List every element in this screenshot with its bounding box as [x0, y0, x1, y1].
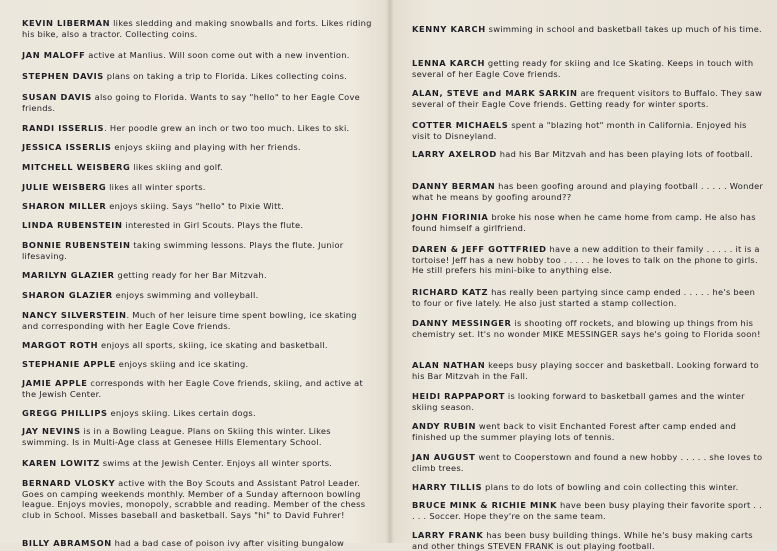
entry-name: LARRY FRANK [412, 530, 484, 541]
news-entry [412, 318, 764, 339]
news-entry [22, 478, 374, 520]
news-entry [22, 18, 374, 39]
entry-text: had his Bar Mitzvah and has been playing lots of football. [496, 149, 753, 160]
entry-name: COTTER MICHAELS [412, 120, 509, 131]
entry-text: enjoys skiing. Says "hello" to Pixie Witt. [106, 201, 284, 212]
news-entry [22, 426, 374, 447]
entry-text: . Her poodle grew an inch or two too much. Likes to ski. [104, 123, 350, 134]
entry-text: spent a "blazing hot" month in California. Enjoyed his visit to Disneyland. [412, 120, 747, 141]
entry-text: taking swimming lessons. Plays the flute. Junior lifesaving. [22, 240, 344, 261]
entry-name: BILLY ABRAMSON [22, 538, 112, 549]
entry-name: MITCHELL WEISBERG [22, 162, 131, 173]
news-entry [22, 240, 374, 261]
entry-name: STEPHEN DAVIS [22, 71, 104, 82]
news-entry [412, 24, 764, 35]
news-entry [22, 359, 374, 370]
news-entry [22, 123, 374, 134]
news-entry [22, 142, 374, 153]
entry-text: went to Cooperstown and found a new hobby . . . . . she loves to climb trees. [412, 452, 763, 473]
news-entry [22, 201, 374, 212]
entry-text: swims at the Jewish Center. Enjoys all winter sports. [99, 458, 333, 469]
entry-text: interested in Girl Scouts. Plays the flute. [122, 220, 304, 231]
entry-name: SUSAN DAVIS [22, 92, 92, 103]
entry-text: keeps busy playing soccer and basketball. Looking forward to his Bar Mitzvah in the Fall. [412, 360, 759, 381]
entry-text: corresponds with her Eagle Cove friends, skiing, and active at the Jewish Center. [22, 378, 363, 399]
entry-name: SHARON MILLER [22, 201, 107, 212]
news-entry [22, 340, 374, 351]
entry-name: JULIE WEISBERG [22, 182, 107, 193]
entry-text: enjoys all sports, skiing, ice skating and basketball. [98, 340, 328, 351]
entry-text: getting ready for skiing and Ice Skating. Keeps in touch with several of her Eagle Cove friends. [412, 58, 754, 79]
entry-name: LENNA KARCH [412, 58, 486, 69]
entry-text: . Much of her leisure time spent bowling, ice skating and corresponding with her Eagle Cove friends. [22, 310, 357, 331]
news-entry [412, 88, 764, 109]
entry-text: likes sledding and making snowballs and forts. Likes riding his bike, also a tractor. Collecting coins. [22, 18, 372, 39]
news-entry [412, 391, 764, 412]
entry-text: had a bad case of poison ivy after visiting bungalow [111, 538, 345, 549]
entry-text: has really been partying since camp ended . . . . . he's been to four or five lately. He also just started a stamp collection. [412, 287, 756, 308]
entry-text: is in a Bowling League. Plans on Skiing this winter. Likes swimming. Is in Multi-Age class at Genesee Hills Elementary School. [22, 426, 331, 447]
entry-text: have a new addition to their family . . . . . it is a tortoise! Jeff has a new hobby too . . . . . he loves to talk on the phone to girls. He still prefers his mini-bike to anything else. [412, 244, 760, 276]
entry-name: JAY NEVINS [22, 426, 81, 437]
entry-name: RICHARD KATZ [412, 287, 489, 298]
entry-name: ALAN NATHAN [412, 360, 486, 371]
news-entry [412, 482, 764, 493]
news-entry [412, 421, 764, 442]
entry-text: likes skiing and golf. [130, 162, 223, 173]
news-entry [22, 378, 374, 399]
entry-text: has been busy building things. While he's busy making carts and other things STEVEN FRANK is out playing football. [412, 530, 753, 551]
news-entry [22, 182, 374, 193]
news-entry [412, 149, 764, 160]
entry-name: MARGOT ROTH [22, 340, 99, 351]
news-entry [22, 290, 374, 301]
entry-name: MARILYN GLAZIER [22, 270, 115, 281]
entry-name: GREGG PHILLIPS [22, 408, 108, 419]
news-entry [412, 212, 764, 233]
entry-name: NANCY SILVERSTEIN [22, 310, 127, 321]
entry-name: BERNARD VLOSKY [22, 478, 116, 489]
entry-name: DANNY BERMAN [412, 181, 496, 192]
news-entry [22, 162, 374, 173]
entry-name: JAN MALOFF [22, 50, 86, 61]
entry-name: DAREN & JEFF GOTTFRIED [412, 244, 547, 255]
entry-text: active with the Boy Scouts and Assistant Patrol Leader. Goes on camping weekends monthly. Member of a Sunday afternoon bowling league. Enjoys movies, monopoly, scrabble and reading. Member of the chess club in School. Misses baseball and basketball. Says "hi" to David Fuhrer! [22, 478, 366, 521]
news-entry [22, 310, 374, 331]
entry-name: BONNIE RUBENSTEIN [22, 240, 131, 251]
entry-text: broke his nose when he came home from camp. He also has found himself a girlfriend. [412, 212, 756, 233]
entry-name: KAREN LOWITZ [22, 458, 100, 469]
entry-name: ALAN, STEVE and MARK SARKIN [412, 88, 578, 99]
news-entry [412, 287, 764, 308]
entry-name: STEPHANIE APPLE [22, 359, 116, 370]
entry-name: BRUCE MINK & RICHIE MINK [412, 500, 558, 511]
entry-name: DANNY MESSINGER [412, 318, 512, 329]
news-entry [412, 244, 764, 276]
news-entry [22, 220, 374, 231]
news-entry [22, 458, 374, 469]
entry-name: JAN AUGUST [412, 452, 476, 463]
entry-text: enjoys skiing and ice skating. [115, 359, 249, 370]
entry-text: has been goofing around and playing football . . . . . Wonder what he means by goofing around?? [412, 181, 764, 202]
entry-name: LINDA RUBENSTEIN [22, 220, 123, 231]
entry-text: are frequent visitors to Buffalo. They saw several of their Eagle Cove friends. Getting ready for winter sports. [412, 88, 763, 109]
entry-text: have been busy playing their favorite sport . . . . . Soccer. Hope they're on the same team. [412, 500, 763, 521]
entry-name: SHARON GLAZIER [22, 290, 113, 301]
news-entry [412, 360, 764, 381]
entry-text: likes all winter sports. [106, 182, 206, 193]
news-entry [22, 71, 374, 82]
entry-name: JAMIE APPLE [22, 378, 88, 389]
entry-name: ANDY RUBIN [412, 421, 477, 432]
entry-name: HEIDI RAPPAPORT [412, 391, 506, 402]
entry-name: KENNY KARCH [412, 24, 486, 35]
entry-text: also going to Florida. Wants to say "hello" to her Eagle Cove friends. [22, 92, 360, 113]
news-entry [412, 58, 764, 79]
entry-name: LARRY AXELROD [412, 149, 497, 160]
entry-text: is looking forward to basketball games and the winter skiing season. [412, 391, 745, 412]
entry-text: plans to do lots of bowling and coin collecting this winter. [482, 482, 739, 493]
page-fold [386, 0, 394, 543]
entry-text: active at Manlius. Will soon come out with a new invention. [85, 50, 350, 61]
news-entry [412, 500, 764, 521]
entry-text: swimming in school and basketball takes up much of his time. [485, 24, 762, 35]
entry-name: KEVIN LIBERMAN [22, 18, 111, 29]
news-entry [412, 530, 764, 551]
news-entry [412, 120, 764, 141]
entry-name: HARRY TILLIS [412, 482, 483, 493]
entry-text: enjoys skiing and playing with her friends. [111, 142, 301, 153]
news-entry [22, 50, 374, 61]
news-entry [412, 452, 764, 473]
news-entry [22, 270, 374, 281]
entry-text: went back to visit Enchanted Forest after camp ended and finished up the summer playing lots of tennis. [412, 421, 737, 442]
news-entry [22, 538, 374, 549]
entry-text: plans on taking a trip to Florida. Likes collecting coins. [103, 71, 348, 82]
news-entry [22, 92, 374, 113]
news-entry [412, 181, 764, 202]
entry-text: enjoys skiing. Likes certain dogs. [107, 408, 256, 419]
entry-text: getting ready for her Bar Mitzvah. [114, 270, 267, 281]
news-entry [22, 408, 374, 419]
entry-text: enjoys swimming and volleyball. [112, 290, 259, 301]
entry-text: is shooting off rockets, and blowing up things from his chemistry set. It's no wonder MIKE MESSINGER says he's going to Florida soon! [412, 318, 761, 339]
entry-name: JOHN FIORINIA [412, 212, 489, 223]
entry-name: RANDI ISSERLIS [22, 123, 105, 134]
entry-name: JESSICA ISSERLIS [22, 142, 112, 153]
